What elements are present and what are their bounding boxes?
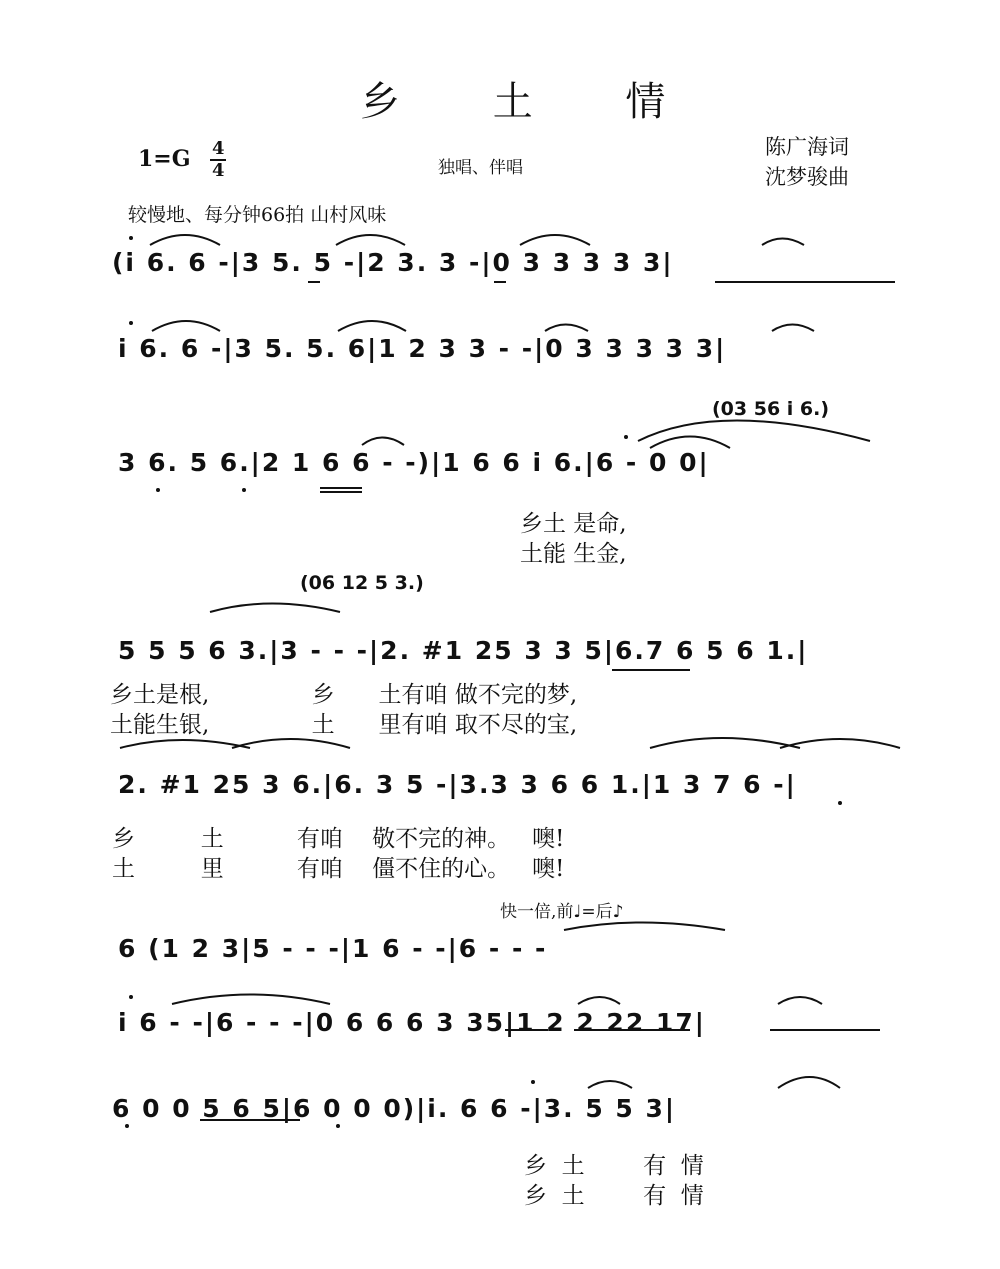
octave-dot xyxy=(531,1080,535,1084)
key-signature xyxy=(138,140,226,180)
octave-dot xyxy=(156,488,160,492)
lyric-row-3-line-2: 土能 生金, xyxy=(520,541,627,567)
slur xyxy=(210,604,340,613)
slur xyxy=(172,995,330,1005)
key-label: 1=G xyxy=(138,146,191,172)
composer: 沈梦骏曲 xyxy=(765,165,849,189)
octave-dot xyxy=(129,995,133,999)
score-row-8: 6 0 0 5 6 5|6 0 0 0)|i. 6 6 -|3. 5 5 3| xyxy=(112,1094,677,1123)
slur xyxy=(150,235,220,245)
lyric-row-8-line-1: 乡 土 有 情 xyxy=(524,1153,704,1179)
octave-dot xyxy=(242,488,246,492)
slur xyxy=(780,739,900,748)
slur xyxy=(650,437,730,449)
slur xyxy=(778,997,822,1004)
lyric-row-4-line-2: 土能生银, 土 里有咱 取不尽的宝, xyxy=(110,712,578,738)
slur xyxy=(762,239,804,246)
performance-note: 独唱、伴唱 xyxy=(438,158,523,178)
slur xyxy=(120,740,250,748)
octave-dot xyxy=(125,1124,129,1128)
slur xyxy=(545,325,588,332)
octave-dot xyxy=(624,435,628,439)
slur xyxy=(650,738,800,748)
score-row-1: (i 6. 6 -|3 5. 5 -|2 3. 3 -|0 3 3 3 3 3| xyxy=(112,248,674,277)
slur xyxy=(336,235,405,245)
slur xyxy=(564,923,725,931)
slur xyxy=(778,1077,840,1088)
slur xyxy=(772,325,814,332)
slur xyxy=(232,739,350,748)
time-top: 4 xyxy=(211,138,225,159)
score-row-6: 6 (1 2 3|5 - - -|1 6 - -|6 - - - xyxy=(118,934,548,963)
score-row-4: 5 5 5 6 3.|3 - - -|2. #1 25 3 3 5|6.7 6 5 6 1.| xyxy=(118,636,809,665)
slur xyxy=(152,321,220,331)
octave-dot xyxy=(838,801,842,805)
score-row-6-above: 快一倍,前♩=后♪ xyxy=(500,902,624,922)
slur xyxy=(338,321,406,331)
slur xyxy=(362,438,404,446)
lyric-row-3-line-1: 乡土 是命, xyxy=(520,511,627,537)
octave-dot xyxy=(129,236,133,240)
octave-dot xyxy=(129,321,133,325)
score-row-3-above: (03 56 i 6.) xyxy=(712,398,830,420)
time-bottom: 4 xyxy=(211,160,225,181)
lyric-row-5-line-1: 乡 土 有咱 敬不完的神。 噢! xyxy=(112,826,565,852)
score-row-4-above: (06 12 5 3.) xyxy=(300,572,424,594)
tempo-marking: 较慢地、每分钟66拍 山村风味 xyxy=(128,204,387,226)
slur xyxy=(588,1081,632,1088)
slur xyxy=(638,421,870,442)
lyric-row-8-line-2: 乡 土 有 情 xyxy=(524,1183,704,1209)
octave-dot xyxy=(336,1124,340,1128)
page-title: 乡 土 情 xyxy=(360,79,706,125)
score-row-2: i 6. 6 -|3 5. 5. 6|1 2 3 3 - -|0 3 3 3 3 3| xyxy=(118,334,727,363)
score-row-5: 2. #1 25 3 6.|6. 3 5 -|3.3 3 6 6 1.|1 3 7 6 -| xyxy=(118,770,797,799)
score-row-3: 3 6. 5 6.|2 1 6 6 - -)|1 6 6 i 6.|6 - 0 0| xyxy=(118,448,710,477)
slur xyxy=(578,997,620,1004)
lyricist: 陈广海词 xyxy=(765,135,849,159)
lyric-row-4-line-1: 乡土是根, 乡 土有咱 做不完的梦, xyxy=(110,682,578,708)
lyric-row-5-line-2: 土 里 有咱 僵不住的心。 噢! xyxy=(112,856,565,882)
slur xyxy=(520,235,590,245)
score-row-7: i 6 - -|6 - - -|0 6 6 6 3 35|1 2 2 22 17| xyxy=(118,1008,706,1037)
time-signature xyxy=(210,140,226,180)
